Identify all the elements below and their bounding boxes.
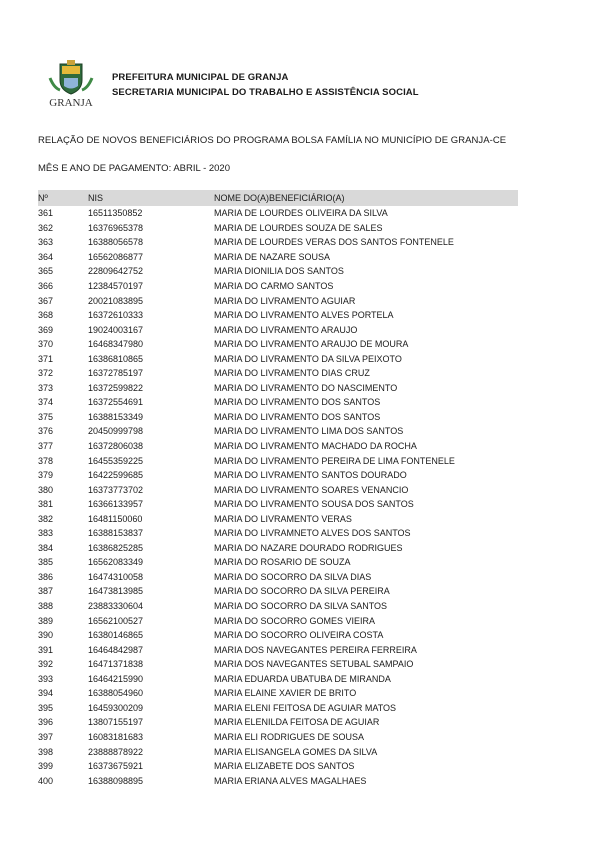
- table-row: [38, 410, 518, 425]
- row-nis: 23883330604: [88, 601, 144, 612]
- table-row: [38, 337, 518, 352]
- row-name: MARIA DE LOURDES VERAS DOS SANTOS FONTENELE: [214, 237, 454, 248]
- row-name: MARIA DO LIVRAMENTO DA SILVA PEIXOTO: [214, 353, 402, 364]
- row-num: 400: [38, 775, 54, 786]
- row-name: MARIA DIONILIA DOS SANTOS: [214, 266, 344, 277]
- row-name: MARIA DO LIVRAMENTO SANTOS DOURADO: [214, 470, 407, 481]
- row-nis: 16380146865: [88, 630, 144, 641]
- row-num: 370: [38, 339, 54, 350]
- row-num: 374: [38, 397, 54, 408]
- table-row: [38, 497, 518, 512]
- row-name: MARIA DO LIVRAMENTO ALVES PORTELA: [214, 310, 394, 321]
- row-num: 381: [38, 499, 54, 510]
- row-nis: 16468347980: [88, 339, 144, 350]
- row-num: 376: [38, 426, 54, 437]
- row-name: MARIA DE LOURDES OLIVEIRA DA SILVA: [214, 208, 388, 219]
- row-name: MARIA DO LIVRAMENTO SOUSA DOS SANTOS: [214, 499, 414, 510]
- table-row: [38, 686, 518, 701]
- table-row: [38, 322, 518, 337]
- row-name: MARIA DO SOCORRO DA SILVA PEREIRA: [214, 586, 390, 597]
- row-nis: 16388056578: [88, 237, 144, 248]
- table-row: [38, 555, 518, 570]
- row-num: 393: [38, 673, 54, 684]
- row-name: MARIA DO NAZARE DOURADO RODRIGUES: [214, 542, 403, 553]
- row-num: 377: [38, 441, 54, 452]
- row-nis: 16372785197: [88, 368, 144, 379]
- beneficiaries-table: [38, 190, 518, 788]
- row-nis: 20021083895: [88, 295, 144, 306]
- row-num: 368: [38, 310, 54, 321]
- header-nis: NIS: [88, 193, 104, 203]
- row-name: MARIA DO SOCORRO DA SILVA SANTOS: [214, 601, 388, 612]
- row-num: 362: [38, 222, 54, 233]
- row-name: MARIA ERIANA ALVES MAGALHAES: [214, 775, 367, 786]
- row-nis: 16388054960: [88, 688, 144, 699]
- row-num: 398: [38, 746, 54, 757]
- row-num: 372: [38, 368, 54, 379]
- row-num: 388: [38, 601, 54, 612]
- row-name: MARIA DOS NAVEGANTES SETUBAL SAMPAIO: [214, 659, 414, 670]
- row-nis: 16372610333: [88, 310, 144, 321]
- table-row: [38, 715, 518, 730]
- row-nis: 16372806038: [88, 441, 144, 452]
- table-row: [38, 395, 518, 410]
- row-name: MARIA DO LIVRAMENTO VERAS: [214, 513, 352, 524]
- row-nis: 16474310058: [88, 571, 144, 582]
- row-nis: 16562100527: [88, 615, 144, 626]
- row-nis: 16376965378: [88, 222, 144, 233]
- table-header: [38, 190, 518, 206]
- row-name: MARIA DO ROSARIO DE SOUZA: [214, 557, 351, 568]
- table-body: [38, 206, 518, 788]
- row-name: MARIA DO LIVRAMENTO ARAUJO DE MOURA: [214, 339, 409, 350]
- row-num: 365: [38, 266, 54, 277]
- row-name: MARIA ELIZABETE DOS SANTOS: [214, 761, 355, 772]
- row-num: 378: [38, 455, 54, 466]
- row-num: 366: [38, 281, 54, 291]
- table-row: [38, 351, 518, 366]
- row-name: MARIA DO CARMO SANTOS: [214, 281, 334, 291]
- row-name: MARIA DOS NAVEGANTES PEREIRA FERREIRA: [214, 644, 417, 655]
- row-num: 363: [38, 237, 54, 248]
- table-row: [38, 642, 518, 657]
- row-name: MARIA DE LOURDES SOUZA DE SALES: [214, 222, 383, 233]
- table-row: [38, 424, 518, 439]
- row-num: 384: [38, 542, 54, 553]
- row-num: 373: [38, 382, 54, 393]
- row-nis: 13807155197: [88, 717, 144, 728]
- row-name: MARIA ELENILDA FEITOSA DE AGUIAR: [214, 717, 380, 728]
- row-name: MARIA DO LIVRAMENTO DO NASCIMENTO: [214, 382, 398, 393]
- header-name: NOME DO(A)BENEFICIÁRIO(A): [214, 193, 345, 203]
- row-num: 385: [38, 557, 54, 568]
- row-nis: 16422599685: [88, 470, 144, 481]
- row-num: 375: [38, 411, 54, 422]
- row-name: MARIA DO LIVRAMENTO SOARES VENANCIO: [214, 484, 409, 495]
- row-nis: 16372554691: [88, 397, 144, 408]
- row-nis: 19024003167: [88, 324, 144, 335]
- table-row: [38, 264, 518, 279]
- table-row: [38, 206, 518, 221]
- row-nis: 16372599822: [88, 382, 144, 393]
- row-name: MARIA DO LIVRAMENTO MACHADO DA ROCHA: [214, 441, 417, 452]
- row-name: MARIA ELENI FEITOSA DE AGUIAR MATOS: [214, 702, 397, 713]
- row-name: MARIA ELI RODRIGUES DE SOUSA: [214, 731, 365, 742]
- table-row: [38, 541, 518, 556]
- row-num: 397: [38, 731, 54, 742]
- row-num: 386: [38, 571, 54, 582]
- row-num: 394: [38, 688, 54, 699]
- table-row: [38, 701, 518, 716]
- relacao-title: RELAÇÃO DE NOVOS BENEFICIÁRIOS DO PROGRAMA BOLSA FAMÍLIA NO MUNICÍPIO DE GRANJA-CE: [38, 135, 507, 146]
- table-row: [38, 366, 518, 381]
- row-nis: 16373675921: [88, 761, 144, 772]
- payment-period: MÊS E ANO DE PAGAMENTO: ABRIL - 2020: [38, 163, 230, 174]
- row-name: MARIA DO LIVRAMENTO PEREIRA DE LIMA FONTENELE: [214, 455, 455, 466]
- row-nis: 16373773702: [88, 484, 144, 495]
- row-num: 399: [38, 761, 54, 772]
- row-nis: 16388098895: [88, 775, 144, 786]
- table-row: [38, 250, 518, 265]
- table-row: [38, 221, 518, 236]
- prefeitura-title: PREFEITURA MUNICIPAL DE GRANJA: [112, 72, 289, 83]
- row-name: MARIA DO SOCORRO OLIVEIRA COSTA: [214, 630, 384, 641]
- row-nis: 16455359225: [88, 455, 144, 466]
- document-header: [112, 70, 419, 100]
- row-nis: 16481150060: [88, 513, 143, 524]
- row-nis: 16562086877: [88, 251, 144, 262]
- row-num: 361: [38, 208, 54, 219]
- row-name: MARIA DO SOCORRO DA SILVA DIAS: [214, 571, 372, 582]
- table-row: [38, 657, 518, 672]
- row-nis: 16388153837: [88, 528, 144, 539]
- header-num: Nº: [38, 193, 48, 203]
- table-row: [38, 628, 518, 643]
- row-num: 387: [38, 586, 54, 597]
- row-name: MARIA DO LIVRAMNETO ALVES DOS SANTOS: [214, 528, 411, 539]
- table-row: [38, 730, 518, 745]
- table-row: [38, 584, 518, 599]
- table-row: [38, 744, 518, 759]
- row-num: 382: [38, 513, 54, 524]
- row-nis: 16464842987: [88, 644, 144, 655]
- table-row: [38, 570, 518, 585]
- row-nis: 23888878922: [88, 746, 144, 757]
- table-row: [38, 439, 518, 454]
- row-name: MARIA DO LIVRAMENTO LIMA DOS SANTOS: [214, 426, 404, 437]
- secretaria-title: SECRETARIA MUNICIPAL DO TRABALHO E ASSISTÊNCIA SOCIAL: [112, 87, 419, 98]
- table-row: [38, 482, 518, 497]
- row-num: 389: [38, 615, 54, 626]
- row-name: MARIA DO LIVRAMENTO ARAUJO: [214, 324, 358, 335]
- table-row: [38, 453, 518, 468]
- row-nis: 12384570197: [88, 281, 144, 291]
- table-row: [38, 511, 518, 526]
- row-nis: 16473813985: [88, 586, 144, 597]
- row-name: MARIA DO LIVRAMENTO DOS SANTOS: [214, 397, 381, 408]
- row-nis: 16386810865: [88, 353, 144, 364]
- granja-logo: [40, 58, 102, 110]
- row-num: 379: [38, 470, 54, 481]
- row-name: MARIA DO LIVRAMENTO AGUIAR: [214, 295, 356, 306]
- logo-text: GRANJA: [49, 97, 93, 109]
- table-row: [38, 773, 518, 788]
- row-nis: 20450999798: [88, 426, 144, 437]
- table-row: [38, 381, 518, 396]
- table-row: [38, 308, 518, 323]
- row-name: MARIA EDUARDA UBATUBA DE MIRANDA: [214, 673, 391, 684]
- table-row: [38, 293, 518, 308]
- row-num: 392: [38, 659, 54, 670]
- table-row: [38, 279, 518, 294]
- table-row: [38, 526, 518, 541]
- table-row: [38, 613, 518, 628]
- row-num: 391: [38, 644, 54, 655]
- table-row: [38, 672, 518, 687]
- row-name: MARIA ELAINE XAVIER DE BRITO: [214, 688, 357, 699]
- row-num: 396: [38, 717, 54, 728]
- row-nis: 16386825285: [88, 542, 144, 553]
- row-name: MARIA DE NAZARE SOUSA: [214, 251, 331, 262]
- row-num: 364: [38, 251, 54, 262]
- row-name: MARIA ELISANGELA GOMES DA SILVA: [214, 746, 378, 757]
- row-nis: 16083181683: [88, 731, 144, 742]
- row-num: 380: [38, 484, 54, 495]
- row-name: MARIA DO SOCORRO GOMES VIEIRA: [214, 615, 376, 626]
- row-nis: 16366133957: [88, 499, 144, 510]
- row-num: 395: [38, 702, 54, 713]
- table-row: [38, 759, 518, 774]
- row-nis: 16464215990: [88, 673, 144, 684]
- row-num: 390: [38, 630, 54, 641]
- row-num: 367: [38, 295, 54, 306]
- row-num: 383: [38, 528, 54, 539]
- row-num: 369: [38, 324, 54, 335]
- row-nis: 16388153349: [88, 411, 144, 422]
- row-nis: 16511350852: [88, 208, 143, 219]
- row-name: MARIA DO LIVRAMENTO DOS SANTOS: [214, 411, 381, 422]
- row-name: MARIA DO LIVRAMENTO DIAS CRUZ: [214, 368, 370, 379]
- table-row: [38, 235, 518, 250]
- row-nis: 16459300209: [88, 702, 144, 713]
- row-nis: 22809642752: [88, 266, 144, 277]
- row-num: 371: [38, 353, 54, 364]
- table-row: [38, 468, 518, 483]
- table-row: [38, 599, 518, 614]
- row-nis: 16471371838: [88, 659, 144, 670]
- row-nis: 16562083349: [88, 557, 144, 568]
